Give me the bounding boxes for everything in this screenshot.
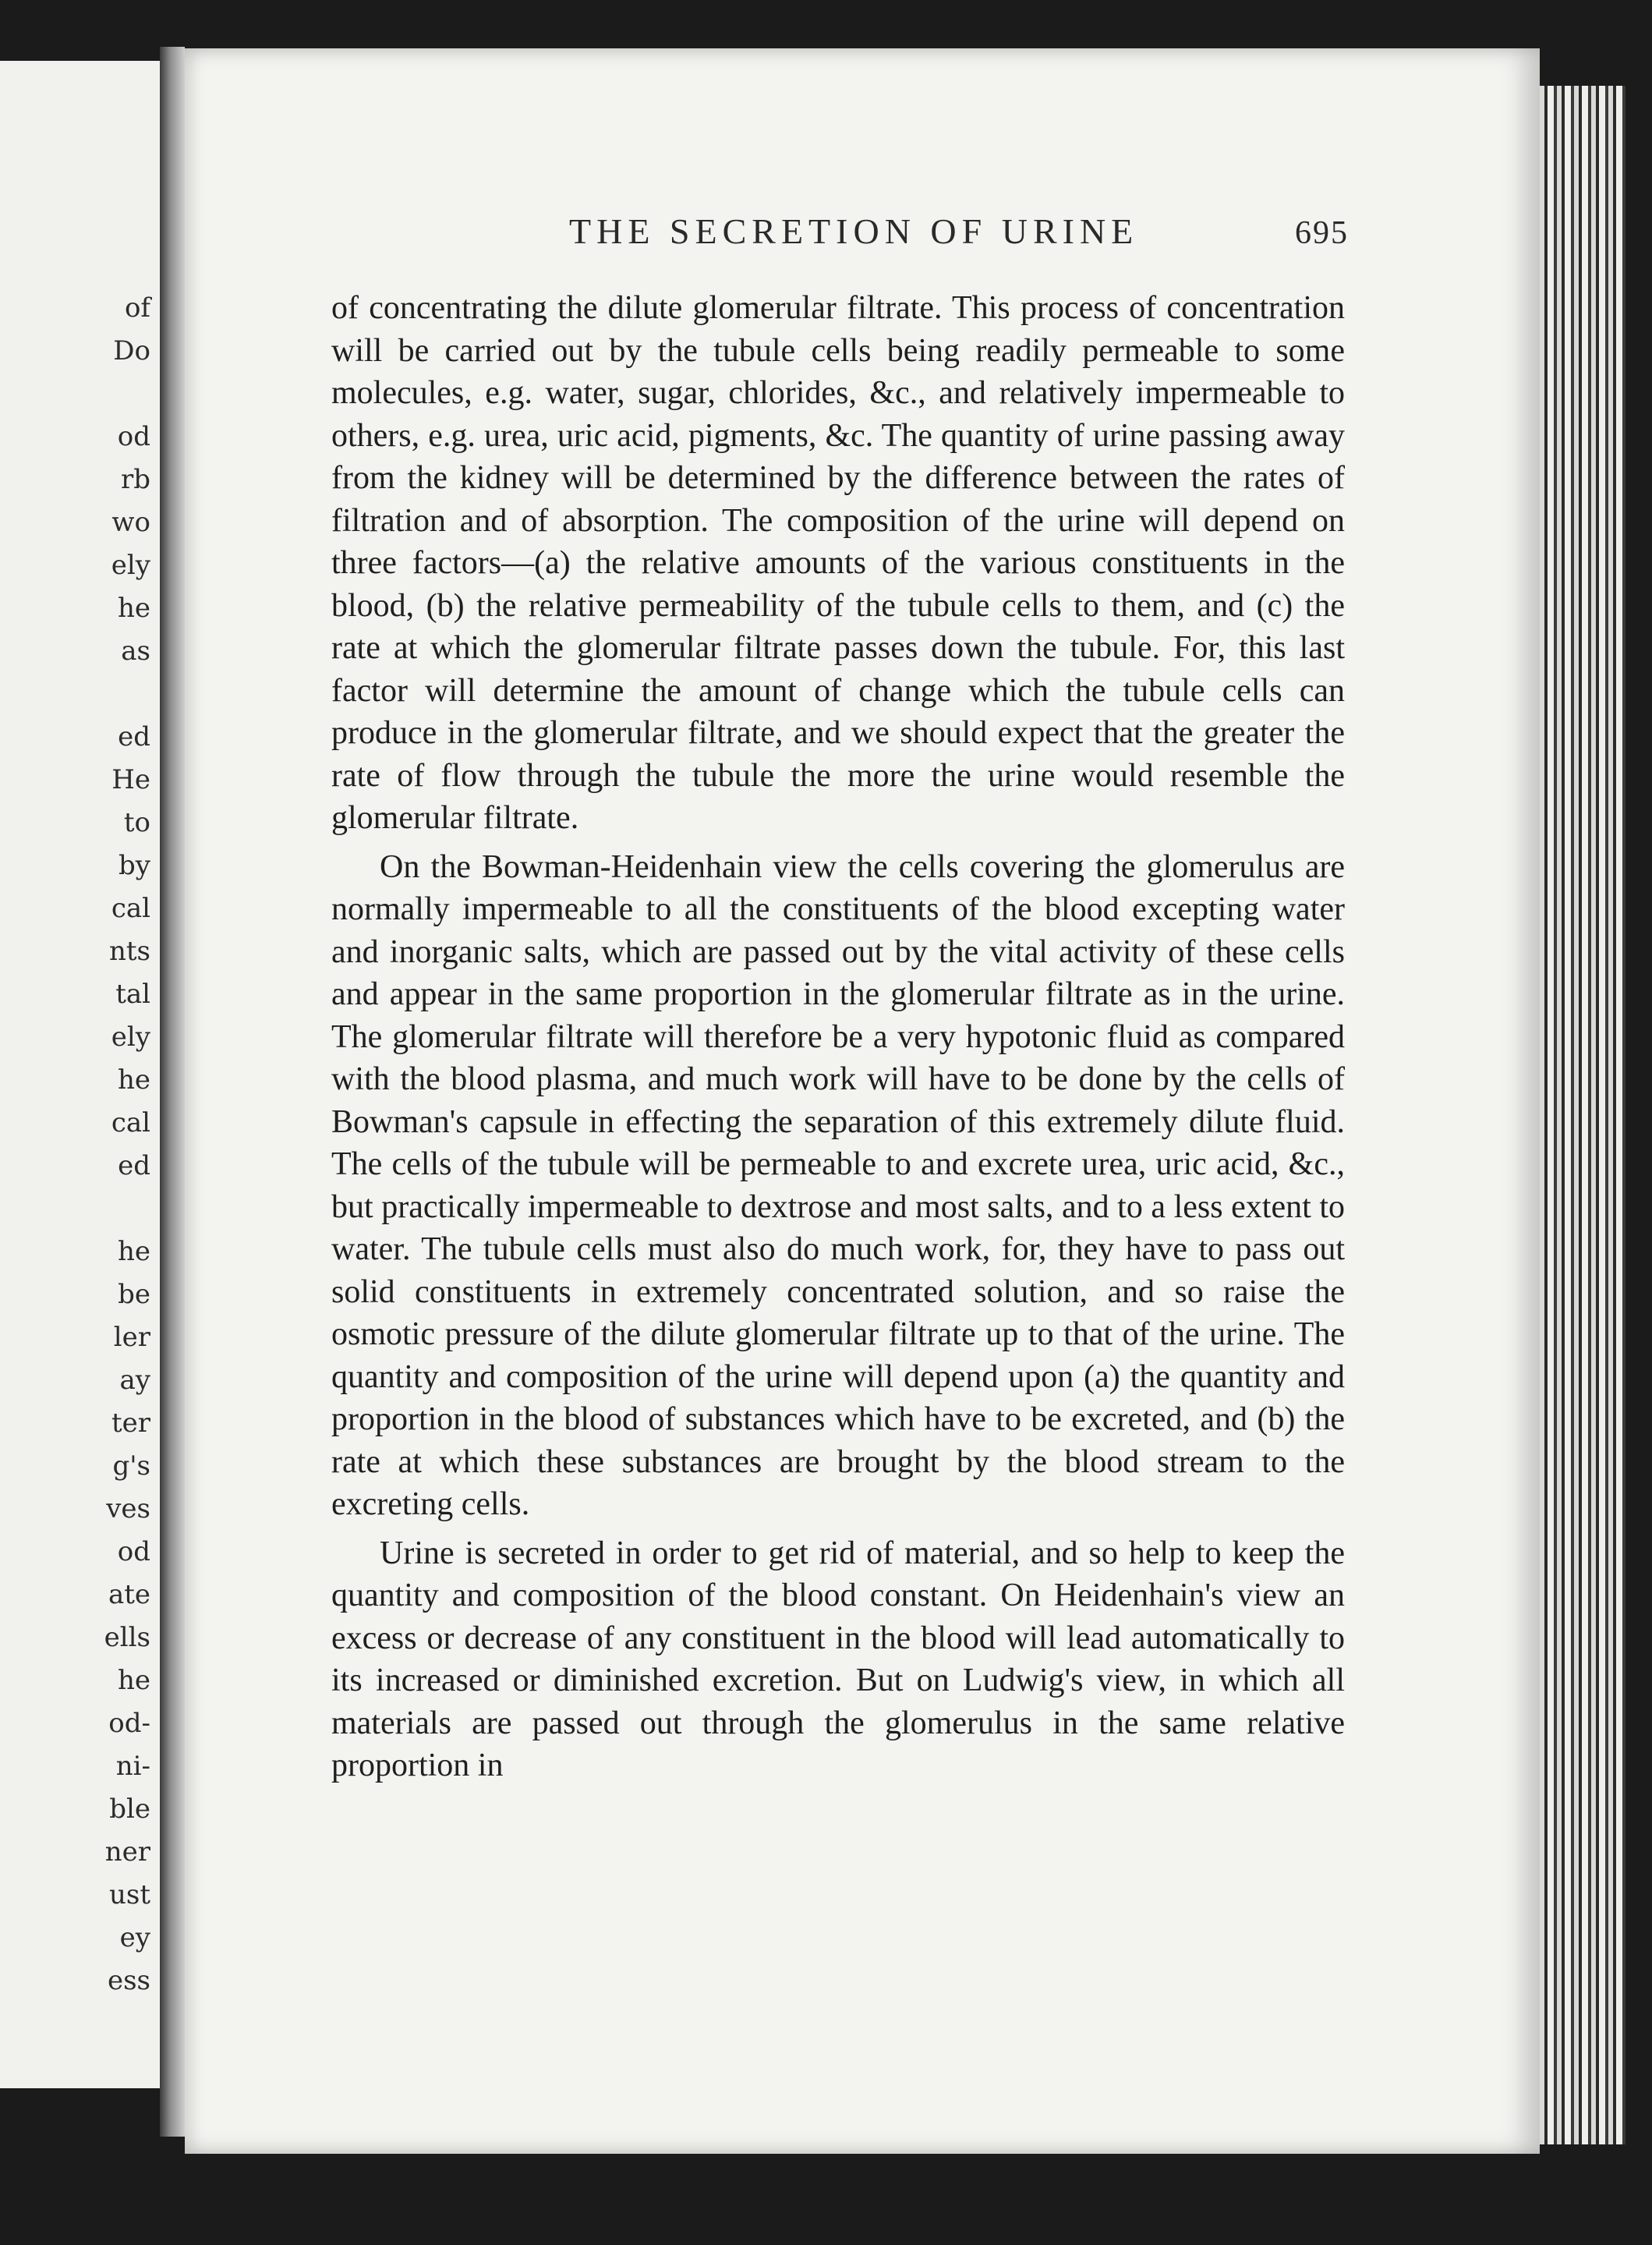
- page-number: 695: [1295, 215, 1349, 251]
- previous-page-fragment: ler: [113, 1322, 150, 1353]
- previous-page-fragment: ells: [104, 1622, 150, 1653]
- previous-page-fragment: ves: [106, 1493, 150, 1524]
- running-title: THE SECRETION OF URINE: [569, 211, 1139, 251]
- previous-page-fragment: [0, 1188, 160, 1231]
- previous-page-fragment: nts: [108, 936, 150, 967]
- previous-page-fragment: ust: [108, 1879, 150, 1910]
- previous-page-fragment: od: [117, 1536, 150, 1567]
- previous-page-fragment: ay: [119, 1365, 150, 1396]
- previous-page-fragment: g's: [112, 1450, 150, 1482]
- previous-page-fragment: ble: [109, 1794, 150, 1825]
- previous-page-fragment: ter: [111, 1408, 150, 1439]
- previous-page-fragment: he: [117, 1665, 150, 1696]
- previous-page-fragment: be: [118, 1279, 150, 1310]
- paragraph-bowman-heidenhain: On the Bowman-Heidenhain view the cells covering the glomerulus are normally impermeable to all the constituents of the blood excepting water and inorganic salts, which are passed out by the vital activity of these cells and appear in the same proportion in the glomerular filtrate as in the urine. The glomerular filtrate will therefore be a very hypotonic fluid as compared with the blood plasma, and much work will have to be done by the cells of Bowman's capsule in effecting the separation of this extremely dilute fluid. The cells of the tubule will be permeable to and excrete urea, uric acid, &c., but practically impermeable to dextrose and most salts, and to a less extent to water. The tubule cells must also do much work, for, they have to pass out solid constituents in extremely concentrated solution, and so raise the osmotic pressure of the dilute glomerular filtrate up to that of the urine. The quantity and composition of the urine will depend upon (a) the quantity and proportion in the blood of substances which have to be excreted, and (b) the rate at which these substances are brought by the blood stream to the excreting cells.: [331, 848, 1345, 1522]
- page-edge-stack: [1540, 86, 1625, 2144]
- previous-page-fragment: cal: [111, 1107, 150, 1138]
- previous-page-fragment: as: [121, 636, 150, 667]
- running-header: [382, 211, 1349, 252]
- previous-page-fragment: ess: [107, 1965, 150, 1996]
- previous-page-fragment: ed: [118, 721, 150, 752]
- page-body: [331, 287, 1345, 1787]
- previous-page-fragment: ely: [111, 1022, 150, 1053]
- previous-page-fragment: wo: [111, 507, 150, 538]
- previous-page-strip: [0, 61, 162, 2088]
- previous-page-fragment: rb: [120, 464, 150, 495]
- previous-page-fragment: ey: [119, 1922, 150, 1953]
- previous-page-fragment: by: [119, 850, 150, 881]
- previous-page-fragment: ate: [108, 1579, 150, 1610]
- previous-page-fragment: ely: [111, 550, 150, 581]
- previous-page-fragment: he: [117, 1236, 150, 1267]
- paragraph-urine-secretion: Urine is secreted in order to get rid of material, and so help to keep the quantity and composition of the blood constant. On Heidenhain's view an excess or decrease of any constituent in the blood will lead automatically to its increased or diminished excretion. But on Ludwig's view, in which all materials are passed out through the glomerulus in the same relative proportion in: [331, 1535, 1345, 1783]
- previous-page-fragment: He: [111, 764, 150, 795]
- paragraph-continuation: of concentrating the dilute glomerular filtrate. This process of concentration will be carried out by the tubule cells being readily permeable to some molecules, e.g. water, sugar, chlorides, &c., and relatively impermeable to others, e.g. urea, uric acid, pigments, &c. The quantity of urine passing away from the kidney will be determined by the difference between the rates of filtration and of absorption. The composition of the urine will depend on three factors—(a) the relative amounts of the various constituents in the blood, (b) the relative permeability of the tubule cells to them, and (c) the rate at which the glomerular filtrate passes down the tubule. For, this last factor will determine the amount of change which the tubule cells can produce in the glomerular filtrate, and we should expect that the greater the rate of flow through the tubule the more the urine would resemble the glomerular filtrate.: [331, 290, 1345, 836]
- previous-page-fragment: [0, 673, 160, 716]
- previous-page-fragment: cal: [111, 893, 150, 924]
- previous-page-fragment: tal: [115, 979, 150, 1010]
- previous-page-fragment: [0, 373, 160, 416]
- previous-page-fragment: od-: [108, 1708, 150, 1739]
- previous-page-fragment: he: [117, 1064, 150, 1096]
- previous-page-fragment: he: [117, 593, 150, 624]
- previous-page-fragment: Do: [113, 335, 150, 366]
- previous-page-line-endings: [0, 287, 160, 2002]
- previous-page-fragment: ed: [118, 1150, 150, 1181]
- previous-page-fragment: ner: [104, 1836, 150, 1868]
- previous-page-fragment: ni-: [115, 1751, 150, 1782]
- previous-page-fragment: od: [117, 421, 150, 452]
- previous-page-fragment: to: [123, 807, 150, 838]
- previous-page-fragment: of: [124, 292, 150, 324]
- book-gutter: [160, 47, 185, 2137]
